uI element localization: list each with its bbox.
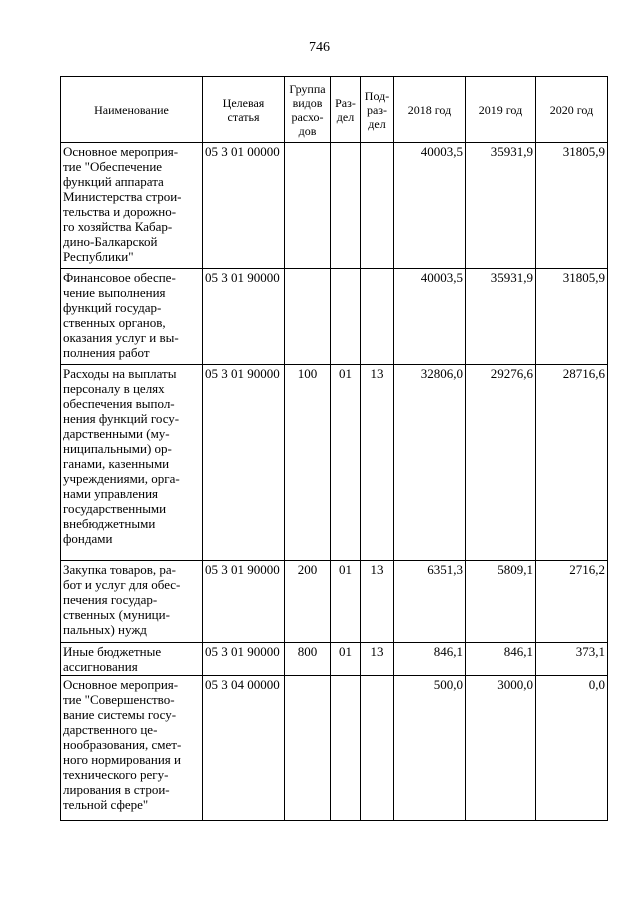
row-2018: 40003,5 [394, 269, 466, 365]
row-expense-group [285, 143, 331, 269]
row-name: Расходы на выплаты персоналу в целях обеспечения выпол- нения функций госу- дарственными (му- ниципальными) ор- ганами, казенными учреждениями, орга- нами управления государственными внебюджетными фондами [61, 365, 203, 561]
row-target-article: 05 3 04 00000 [203, 676, 285, 821]
row-section [331, 269, 361, 365]
row-target-article: 05 3 01 90000 [203, 643, 285, 676]
header-2019: 2019 год [466, 77, 536, 143]
row-2018: 40003,5 [394, 143, 466, 269]
row-2020: 373,1 [536, 643, 608, 676]
row-expense-group: 800 [285, 643, 331, 676]
row-subsection: 13 [361, 643, 394, 676]
row-subsection: 13 [361, 365, 394, 561]
row-2019: 5809,1 [466, 561, 536, 643]
row-2018: 500,0 [394, 676, 466, 821]
row-target-article: 05 3 01 90000 [203, 269, 285, 365]
row-expense-group [285, 676, 331, 821]
table-row [61, 643, 608, 676]
row-subsection [361, 676, 394, 821]
header-2020: 2020 год [536, 77, 608, 143]
row-expense-group [285, 269, 331, 365]
row-name: Закупка товаров, ра- бот и услуг для обес- печения государ- ственных (муници- пальных) нужд [61, 561, 203, 643]
row-subsection [361, 269, 394, 365]
row-expense-group: 100 [285, 365, 331, 561]
row-2018: 6351,3 [394, 561, 466, 643]
page-number: 746 [309, 40, 330, 55]
header-name: Наименование [61, 77, 203, 143]
header-subsection: Под- раз- дел [361, 77, 394, 143]
row-2020: 31805,9 [536, 143, 608, 269]
row-2020: 0,0 [536, 676, 608, 821]
table-row [61, 269, 608, 365]
row-name: Иные бюджетные ассигнования [61, 643, 203, 676]
row-section [331, 676, 361, 821]
header-expense-group: Группа видов расхо- дов [285, 77, 331, 143]
row-2019: 3000,0 [466, 676, 536, 821]
table-row [61, 143, 608, 269]
table-row [61, 676, 608, 821]
row-expense-group: 200 [285, 561, 331, 643]
row-name: Финансовое обеспе- чение выполнения функций государ- ственных органов, оказания услуг и вы- полнения работ [61, 269, 203, 365]
row-2018: 846,1 [394, 643, 466, 676]
row-section: 01 [331, 561, 361, 643]
budget-table [60, 76, 608, 821]
header-row [61, 77, 608, 143]
row-target-article: 05 3 01 90000 [203, 365, 285, 561]
row-2019: 846,1 [466, 643, 536, 676]
row-2019: 35931,9 [466, 143, 536, 269]
row-2019: 35931,9 [466, 269, 536, 365]
row-2018: 32806,0 [394, 365, 466, 561]
row-2020: 31805,9 [536, 269, 608, 365]
table-row [61, 561, 608, 643]
header-section: Раз- дел [331, 77, 361, 143]
header-2018: 2018 год [394, 77, 466, 143]
row-section: 01 [331, 365, 361, 561]
row-2020: 2716,2 [536, 561, 608, 643]
row-section [331, 143, 361, 269]
row-2019: 29276,6 [466, 365, 536, 561]
row-target-article: 05 3 01 90000 [203, 561, 285, 643]
row-section: 01 [331, 643, 361, 676]
row-name: Основное мероприя- тие "Обеспечение функций аппарата Министерства строи- тельства и дорожно- го хозяйства Кабар- дино-Балкарской Республики" [61, 143, 203, 269]
row-target-article: 05 3 01 00000 [203, 143, 285, 269]
row-name: Основное мероприя- тие "Совершенство- вание системы госу- дарственного це- нообразования, смет- ного нормирования и технического регу- лирования в строи- тельной сфере" [61, 676, 203, 821]
header-target-article: Целевая статья [203, 77, 285, 143]
table-row [61, 365, 608, 561]
row-subsection: 13 [361, 561, 394, 643]
row-2020: 28716,6 [536, 365, 608, 561]
row-subsection [361, 143, 394, 269]
